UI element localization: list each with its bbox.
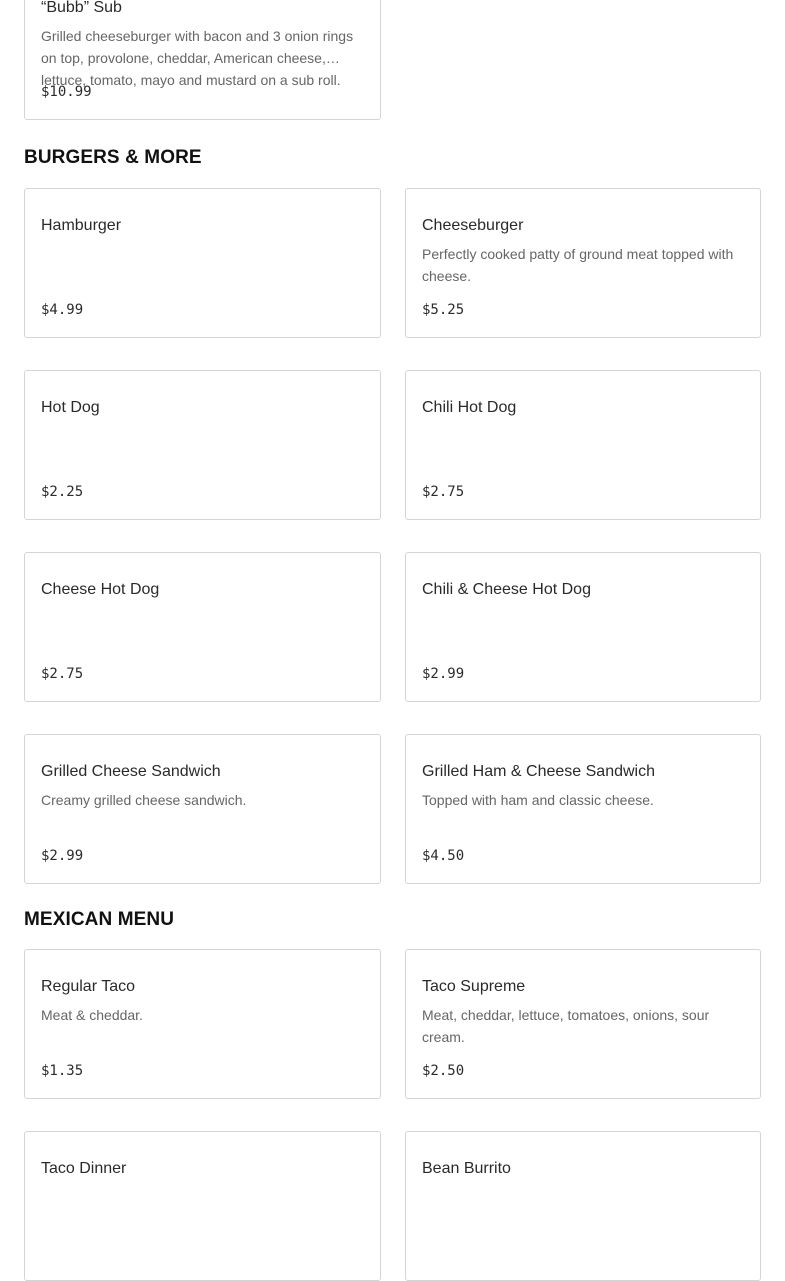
section-title-mexican-menu: MEXICAN MENU [24, 909, 175, 930]
menu-item-description: Creamy grilled cheese sandwich. [41, 792, 247, 808]
menu-item-name: Grilled Cheese Sandwich [41, 763, 221, 780]
menu-item-card[interactable] [405, 1131, 761, 1281]
menu-item-card[interactable] [24, 0, 381, 120]
menu-item-card[interactable] [24, 949, 381, 1099]
menu-item-name: Chili Hot Dog [422, 399, 517, 416]
menu-item-price: $2.75 [41, 666, 84, 682]
menu-item-name: Cheese Hot Dog [41, 581, 160, 598]
menu-item-price: $2.75 [422, 484, 465, 500]
menu-item-card[interactable] [24, 734, 381, 884]
menu-item-name: Hamburger [41, 217, 122, 234]
menu-item-price: $5.25 [422, 302, 465, 318]
menu-item-card[interactable] [24, 370, 381, 520]
menu-page [24, 0, 761, 1281]
menu-item-card[interactable] [405, 188, 761, 338]
menu-section-grid [24, 0, 761, 120]
menu-item-price: $4.99 [41, 302, 84, 318]
section-title-burgers-and-more: BURGERS & MORE [24, 147, 202, 168]
menu-item-price: $2.25 [41, 484, 84, 500]
menu-item-name: Regular Taco [41, 978, 135, 995]
menu-item-description: Perfectly cooked patty of ground meat topped with cheese. [422, 246, 734, 284]
menu-item-card[interactable] [405, 370, 761, 520]
menu-item-description: Meat, cheddar, lettuce, tomatoes, onions, sour cream. [422, 1007, 710, 1045]
menu-item-name: Taco Supreme [422, 978, 526, 995]
menu-section-grid [24, 188, 761, 884]
menu-item-card[interactable] [24, 1131, 381, 1281]
menu-item-description: Meat & cheddar. [41, 1007, 143, 1023]
menu-item-card[interactable] [405, 734, 761, 884]
menu-item-price: $2.99 [41, 848, 84, 864]
menu-item-name: Cheeseburger [422, 217, 524, 234]
menu-item-description: Topped with ham and classic cheese. [422, 792, 654, 808]
menu-item-card[interactable] [405, 949, 761, 1099]
menu-item-name: Chili & Cheese Hot Dog [422, 581, 591, 598]
menu-item-name: “Bubb” Sub [41, 0, 122, 16]
menu-item-price: $2.99 [422, 666, 465, 682]
menu-item-card[interactable] [24, 552, 381, 702]
menu-item-name: Grilled Ham & Cheese Sandwich [422, 763, 655, 780]
menu-item-name: Bean Burrito [422, 1160, 511, 1177]
menu-item-price: $2.50 [422, 1063, 465, 1079]
menu-item-price: $4.50 [422, 848, 465, 864]
menu-item-name: Taco Dinner [41, 1160, 127, 1177]
menu-section-grid [24, 949, 761, 1281]
menu-item-description: Grilled cheeseburger with bacon and 3 onion rings on top, provolone, cheddar, American cheese, lettuce, tomato, mayo and mustard on a sub roll. [41, 28, 354, 88]
menu-item-card[interactable] [24, 188, 381, 338]
menu-item-price: $10.99 [41, 84, 92, 100]
menu-item-name: Hot Dog [41, 399, 100, 416]
menu-item-card[interactable] [405, 552, 761, 702]
menu-item-price: $1.35 [41, 1063, 84, 1079]
